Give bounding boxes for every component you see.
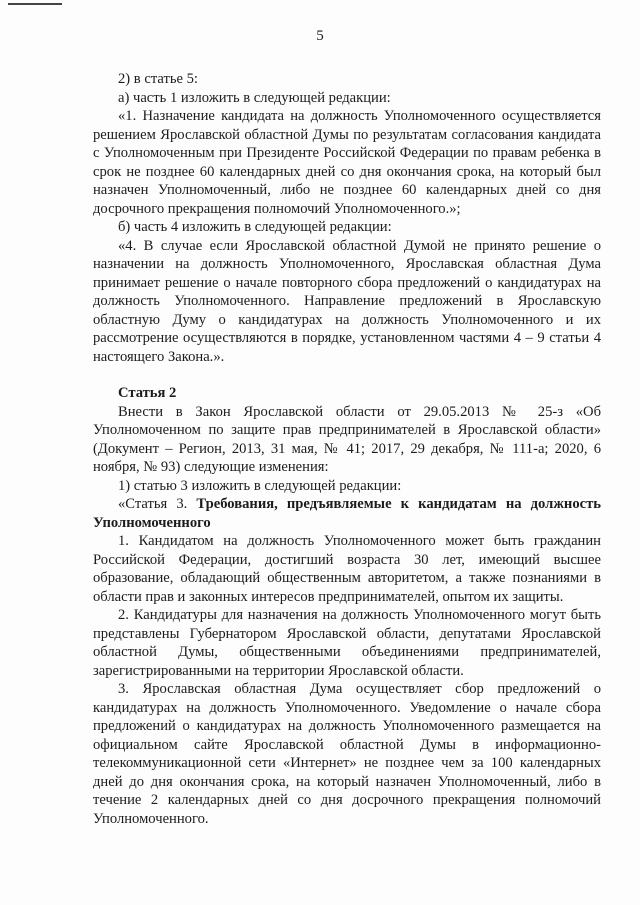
article-3-title: Требования, предъявляемые к кандидатам на должность Уполномоченного: [93, 496, 601, 531]
page-number: 5: [316, 28, 324, 44]
article-3-quote-title-line: [93, 495, 601, 532]
article-3-paragraph-1: 1. Кандидатом на должность Уполномоченного может быть гражданин Российской Федерации, достигший возраста 30 лет, имеющий высшее образование, обладающий общественным авторитетом, а также познаниями в области прав и законных интересов предпринимателей, опытом их защиты.: [93, 533, 601, 605]
article-3-quote-prefix: «Статья 3.: [118, 496, 197, 512]
paragraph-sub-b: б) часть 4 изложить в следующей редакции:: [118, 219, 392, 235]
document-body: [93, 70, 601, 828]
paragraph-sub-a: а) часть 1 изложить в следующей редакции:: [118, 89, 391, 106]
article-2-item-1: 1) статью 3 изложить в следующей редакции:: [118, 477, 402, 494]
article-2-intro: Внести в Закон Ярославской области от 29.05.2013 № 25-з «Об Уполномоченном по защите прав предпринимателей в Ярославской области» (Документ – Регион, 2013, 31 мая, № 41; 2017, 29 декабря, № 111-а; 2020, 6 ноября, № 93) следующие изменения:: [93, 403, 601, 475]
article-2-heading: Статья 2: [118, 385, 177, 401]
article-3-paragraph-2: 2. Кандидатуры для назначения на должность Уполномоченного могут быть представлены Губернатором Ярославской области, депутатами Ярославской областной Думы, общественными объединениями предпринимателей, зарегистрированными на территории Ярославской области.: [93, 607, 601, 679]
paragraph-item-2: 2) в статье 5:: [118, 71, 198, 87]
paragraph-quote-part-4: «4. В случае если Ярославской областной Думой не принято решение о назначении на должность Уполномоченного, Ярославская областная Дума принимает решение о начале повторного сбора предложений о кандидатурах на должность Уполномоченного. Направление предложений в Ярославскую областную Думу о кандидатурах на должность Уполномоченного и их рассмотрение осуществляются в порядке, установленном частями 4 – 9 статьи 4 настоящего Закона.».: [93, 237, 601, 365]
scan-artifact-line: [8, 3, 62, 5]
paragraph-quote-part-1: «1. Назначение кандидата на должность Уполномоченного осуществляется решением Ярославской областной Думы по результатам согласования кандидата с Уполномоченным при Президенте Российской Федерации по правам ребенка в срок не позднее 60 календарных дней со дня окончания срока, на который был назначен Уполномоченный, либо не позднее 60 календарных дней со дня досрочного прекращения полномочий Уполномоченного.»;: [93, 108, 601, 217]
article-3-paragraph-3: 3. Ярославская областная Дума осуществляет сбор предложений о кандидатурах на должность Уполномоченного. Уведомление о начале сбора предложений о кандидатурах на должность Уполномоченного размещается на официальном сайте Ярославской областной Думы в информационно-телекоммуникационной сети «Интернет» не позднее чем за 100 календарных дней до дня окончания срока, на который назначен Уполномоченный, либо в течение 2 календарных дней со дня досрочного прекращения полномочий Уполномоченного.: [93, 681, 601, 827]
